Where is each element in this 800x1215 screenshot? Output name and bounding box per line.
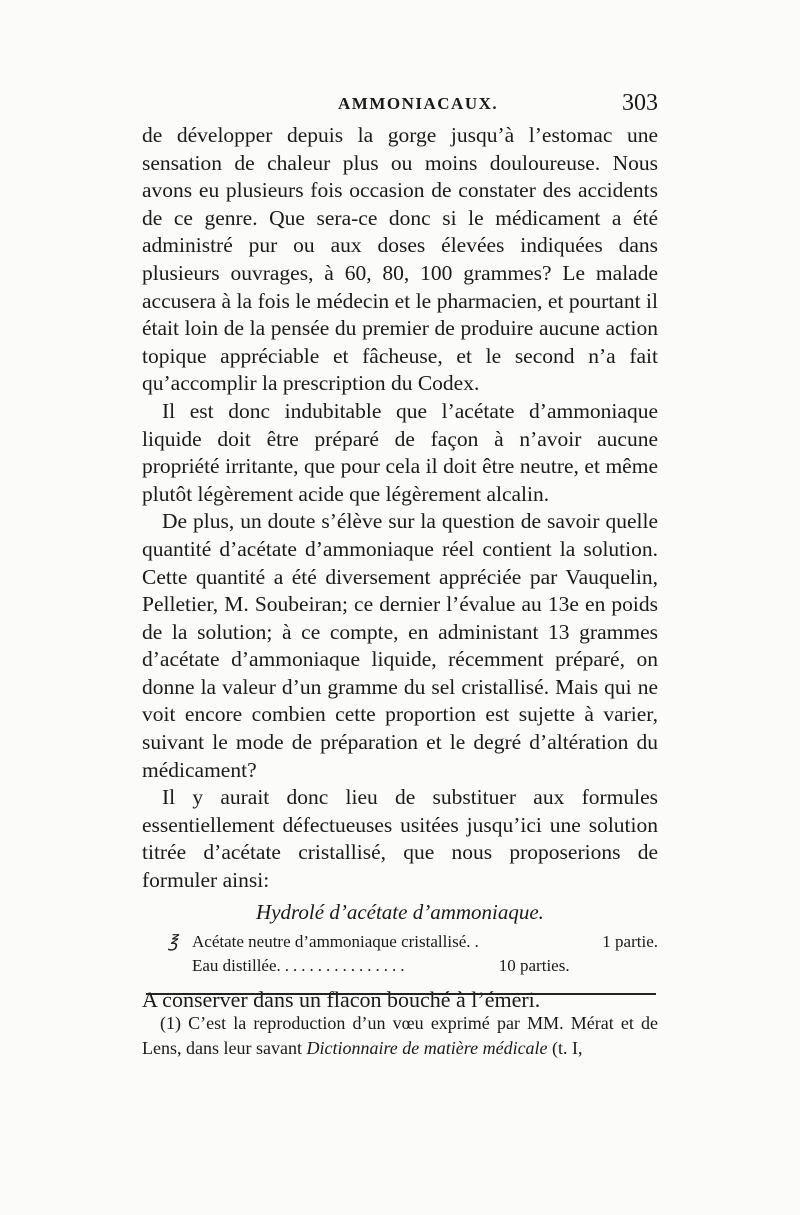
paragraph: Il est donc indubitable que l’acétate d’ammoniaque liquide doit être préparé de façon à n’avoir aucune propriété irritante, que pour cela il doit être neutre, et même plutôt légèrement acide que légèrement alcalin. <box>142 398 658 506</box>
footnote-text: (1) C’est la reproduction d’un vœu exprimé par MM. Mérat et de Lens, dans leur savant <box>142 1013 658 1058</box>
recipe-line <box>168 930 658 954</box>
conclusion: A conserver dans un flacon bouché à l’émeri. <box>142 987 541 1013</box>
recipe <box>168 930 658 978</box>
recipe-symbol: ℥ <box>168 932 178 952</box>
footnote-tail: (t. I, <box>552 1038 583 1058</box>
footnote-book-title: Dictionnaire de matière médicale <box>306 1038 548 1058</box>
quantity: 10 parties. <box>498 956 570 976</box>
leader-dots: . <box>474 932 483 952</box>
main-text <box>142 122 658 1014</box>
paragraph: Il y aurait donc lieu de substituer aux formules essentiellement défectueuses usitées jusqu’ici une solution titrée d’acétate cristallisé, que nous proposerions de formuler ainsi: <box>142 785 658 893</box>
footnote-rule <box>146 993 656 995</box>
ingredient: Eau distillée. <box>192 956 281 976</box>
leader-dots: ............... <box>284 956 409 976</box>
running-title: AMMONIACAUX. <box>338 94 499 113</box>
page-number: 303 <box>622 90 658 116</box>
page-header <box>142 92 658 122</box>
recipe-line <box>168 954 658 978</box>
footnote <box>142 1011 658 1061</box>
footnote-paragraph <box>142 1011 658 1061</box>
quantity: 1 partie. <box>602 932 658 952</box>
ingredient: Acétate neutre d’ammoniaque cristallisé. <box>192 932 471 952</box>
formula-title: Hydrolé d’acétate d’ammoniaque. <box>256 899 544 924</box>
paragraph: de développer depuis la gorge jusqu’à l’estomac une sensation de chaleur plus ou moins douloureuse. Nous avons eu plusieurs fois occasion de constater des accidents de ce genre. Que sera-ce donc si le médicament a été administré pur ou aux doses élevées indiquées dans plusieurs ouvrages, à 60, 80, 100 grammes? Le malade accusera à la fois le médecin et le pharmacien, et pourtant il était loin de la pensée du premier de produire aucune action topique appréciable et fâcheuse, et le second n’a fait qu’accomplir la prescription du Codex. <box>142 123 658 396</box>
paragraph: De plus, un doute s’élève sur la question de savoir quelle quantité d’acétate d’ammoniaque réel contient la solution. Cette quantité a été diversement appréciée par Vauquelin, Pelletier, M. Soubeiran; ce dernier l’évalue au 13e en poids de la solution; à ce compte, en administant 13 grammes d’acétate d’ammoniaque liquide, récemment préparé, on donne la valeur d’un gramme du sel cristallisé. Mais qui ne voit encore combien cette proportion est sujette à varier, suivant le mode de préparation et le degré d’altération du médicament? <box>142 509 658 782</box>
